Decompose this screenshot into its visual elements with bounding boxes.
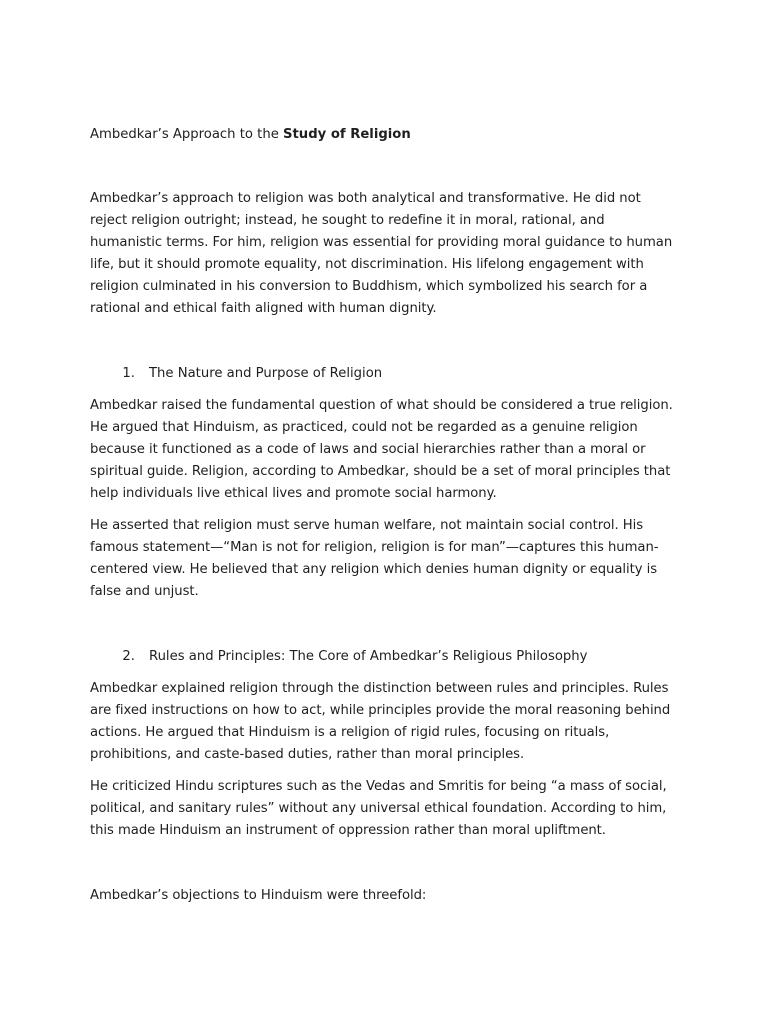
title-plain: Ambedkar’s Approach to the — [90, 127, 283, 142]
closing-line: Ambedkar’s objections to Hinduism were threefold: — [90, 888, 427, 903]
section-1-paragraph-2: He asserted that religion must serve human welfare, not maintain social control. His famous statement—“Man is not for religion, religion is for man”—captures this human-centered view. He believed that any religion which denies human dignity or equality is false and unjust. — [90, 518, 659, 599]
intro-paragraph: Ambedkar’s approach to religion was both analytical and transformative. He did not reject religion outright; instead, he sought to redefine it in moral, rational, and humanistic terms. For him, religion was essential for providing moral guidance to human life, but it should promote equality, not discrimination. His lifelong engagement with religion culminated in his conversion to Buddhism, which symbolized his search for a rational and ethical faith aligned with human dignity. — [90, 191, 673, 316]
section-2-paragraph-2: He criticized Hindu scriptures such as the Vedas and Smritis for being “a mass of social, political, and sanitary rules” without any universal ethical foundation. According to him, this made Hinduism an instrument of oppression rather than moral upliftment. — [90, 779, 667, 838]
section-2-heading-text: Rules and Principles: The Core of Ambedkar’s Religious Philosophy — [149, 649, 588, 664]
section-1-heading — [90, 363, 680, 385]
section-2-number: 2. — [122, 649, 135, 664]
section-1-heading-text: The Nature and Purpose of Religion — [149, 366, 383, 381]
document-body — [90, 124, 680, 907]
section-2-heading — [90, 646, 680, 668]
section-1-number: 1. — [122, 366, 135, 381]
title-bold: Study of Religion — [283, 127, 411, 142]
section-1-paragraph-1: Ambedkar raised the fundamental question of what should be considered a true religion. He argued that Hinduism, as practiced, could not be regarded as a genuine religion because it functioned as a code of laws and social hierarchies rather than a moral or spiritual guide. Religion, according to Ambedkar, should be a set of moral principles that help individuals live ethical lives and promote social harmony. — [90, 398, 673, 501]
document-title — [90, 124, 680, 146]
section-2-paragraph-1: Ambedkar explained religion through the distinction between rules and principles. Rules are fixed instructions on how to act, while principles provide the moral reasoning behind actions. He argued that Hinduism is a religion of rigid rules, focusing on rituals, prohibitions, and caste-based duties, rather than moral principles. — [90, 681, 671, 762]
